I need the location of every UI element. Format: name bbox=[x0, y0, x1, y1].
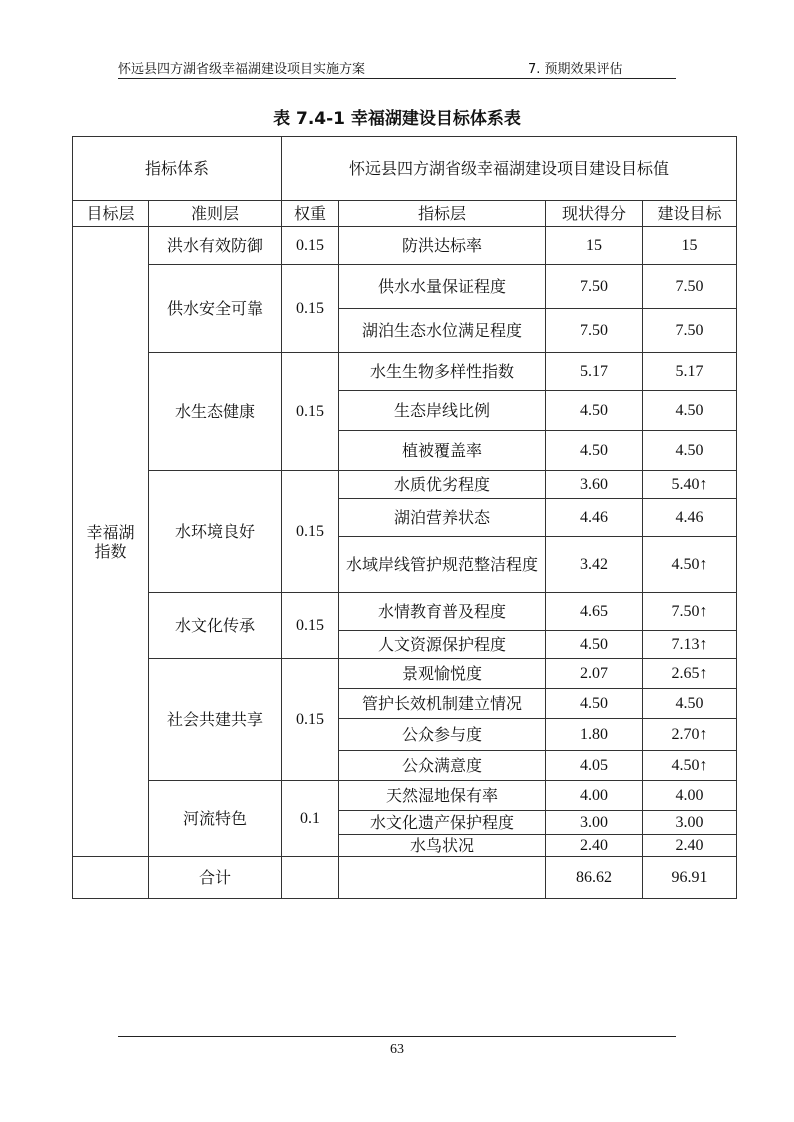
current-score-cell: 2.40 bbox=[546, 835, 643, 857]
indicator-cell: 公众满意度 bbox=[339, 751, 546, 781]
column-header-weight: 权重 bbox=[282, 201, 339, 227]
target-cell: 7.50 bbox=[643, 265, 737, 309]
current-score-cell: 4.05 bbox=[546, 751, 643, 781]
indicator-cell: 水文化遗产保护程度 bbox=[339, 811, 546, 835]
current-score-cell: 4.46 bbox=[546, 499, 643, 537]
target-cell: 15 bbox=[643, 227, 737, 265]
current-score-cell: 4.50 bbox=[546, 631, 643, 659]
weight-cell: 0.15 bbox=[282, 265, 339, 353]
target-cell: 4.50 bbox=[643, 431, 737, 471]
target-cell: 4.00 bbox=[643, 781, 737, 811]
current-score-cell: 7.50 bbox=[546, 265, 643, 309]
page-header bbox=[118, 56, 676, 79]
table-row bbox=[73, 265, 737, 309]
table-row bbox=[73, 353, 737, 391]
indicator-cell: 公众参与度 bbox=[339, 719, 546, 751]
total-label-cell: 合计 bbox=[149, 857, 282, 899]
indicator-cell: 水生生物多样性指数 bbox=[339, 353, 546, 391]
target-cell: 4.50↑ bbox=[643, 537, 737, 593]
indicator-cell: 水域岸线管护规范整洁程度 bbox=[339, 537, 546, 593]
indicator-cell: 景观愉悦度 bbox=[339, 659, 546, 689]
current-score-cell: 3.00 bbox=[546, 811, 643, 835]
criterion-cell: 洪水有效防御 bbox=[149, 227, 282, 265]
criterion-cell: 社会共建共享 bbox=[149, 659, 282, 781]
criterion-cell: 供水安全可靠 bbox=[149, 265, 282, 353]
weight-cell: 0.15 bbox=[282, 659, 339, 781]
target-cell: 2.40 bbox=[643, 835, 737, 857]
header-document-title: 怀远县四方湖省级幸福湖建设项目实施方案 bbox=[118, 62, 366, 77]
target-cell: 7.50 bbox=[643, 309, 737, 353]
header-cell-target-values: 怀远县四方湖省级幸福湖建设项目建设目标值 bbox=[282, 137, 737, 201]
column-header-criterion-layer: 准则层 bbox=[149, 201, 282, 227]
table-title: 表 7.4-1 幸福湖建设目标体系表 bbox=[273, 109, 521, 129]
weight-cell: 0.15 bbox=[282, 227, 339, 265]
current-score-cell: 15 bbox=[546, 227, 643, 265]
target-cell: 4.50↑ bbox=[643, 751, 737, 781]
header-cell-index-system: 指标体系 bbox=[73, 137, 282, 201]
weight-cell: 0.1 bbox=[282, 781, 339, 857]
current-score-cell: 7.50 bbox=[546, 309, 643, 353]
current-score-cell: 4.65 bbox=[546, 593, 643, 631]
indicator-cell: 管护长效机制建立情况 bbox=[339, 689, 546, 719]
column-header-indicator-layer: 指标层 bbox=[339, 201, 546, 227]
column-header-current-score: 现状得分 bbox=[546, 201, 643, 227]
target-cell: 4.50 bbox=[643, 689, 737, 719]
target-cell: 7.13↑ bbox=[643, 631, 737, 659]
goal-system-table bbox=[72, 136, 737, 899]
indicator-cell: 植被覆盖率 bbox=[339, 431, 546, 471]
indicator-cell: 防洪达标率 bbox=[339, 227, 546, 265]
table-row bbox=[73, 659, 737, 689]
indicator-cell: 生态岸线比例 bbox=[339, 391, 546, 431]
total-empty-weight-cell bbox=[282, 857, 339, 899]
current-score-cell: 4.50 bbox=[546, 391, 643, 431]
total-target-cell: 96.91 bbox=[643, 857, 737, 899]
target-cell: 3.00 bbox=[643, 811, 737, 835]
current-score-cell: 5.17 bbox=[546, 353, 643, 391]
page-number: 63 bbox=[390, 1042, 404, 1057]
footer-rule bbox=[118, 1036, 676, 1037]
total-empty-goal-cell bbox=[73, 857, 149, 899]
weight-cell: 0.15 bbox=[282, 471, 339, 593]
table-row bbox=[73, 781, 737, 811]
indicator-cell: 人文资源保护程度 bbox=[339, 631, 546, 659]
goal-table-body bbox=[73, 137, 737, 899]
current-score-cell: 4.00 bbox=[546, 781, 643, 811]
target-cell: 4.50 bbox=[643, 391, 737, 431]
current-score-cell: 1.80 bbox=[546, 719, 643, 751]
criterion-cell: 水生态健康 bbox=[149, 353, 282, 471]
criterion-cell: 河流特色 bbox=[149, 781, 282, 857]
indicator-cell: 天然湿地保有率 bbox=[339, 781, 546, 811]
indicator-cell: 水鸟状况 bbox=[339, 835, 546, 857]
goal-layer-cell: 幸福湖 指数 bbox=[73, 227, 149, 857]
table-column-header-row bbox=[73, 201, 737, 227]
criterion-cell: 水环境良好 bbox=[149, 471, 282, 593]
table-row bbox=[73, 227, 737, 265]
indicator-cell: 湖泊生态水位满足程度 bbox=[339, 309, 546, 353]
current-score-cell: 3.60 bbox=[546, 471, 643, 499]
current-score-cell: 4.50 bbox=[546, 431, 643, 471]
table-row bbox=[73, 593, 737, 631]
target-cell: 5.17 bbox=[643, 353, 737, 391]
column-header-goal-layer: 目标层 bbox=[73, 201, 149, 227]
target-cell: 4.46 bbox=[643, 499, 737, 537]
indicator-cell: 水情教育普及程度 bbox=[339, 593, 546, 631]
target-cell: 5.40↑ bbox=[643, 471, 737, 499]
total-empty-indicator-cell bbox=[339, 857, 546, 899]
indicator-cell: 水质优劣程度 bbox=[339, 471, 546, 499]
current-score-cell: 2.07 bbox=[546, 659, 643, 689]
weight-cell: 0.15 bbox=[282, 353, 339, 471]
weight-cell: 0.15 bbox=[282, 593, 339, 659]
table-row bbox=[73, 471, 737, 499]
indicator-cell: 供水水量保证程度 bbox=[339, 265, 546, 309]
table-top-header-row bbox=[73, 137, 737, 201]
target-cell: 2.70↑ bbox=[643, 719, 737, 751]
total-row bbox=[73, 857, 737, 899]
target-cell: 2.65↑ bbox=[643, 659, 737, 689]
target-cell: 7.50↑ bbox=[643, 593, 737, 631]
current-score-cell: 4.50 bbox=[546, 689, 643, 719]
criterion-cell: 水文化传承 bbox=[149, 593, 282, 659]
indicator-cell: 湖泊营养状态 bbox=[339, 499, 546, 537]
header-chapter: 7. 预期效果评估 bbox=[528, 62, 623, 77]
current-score-cell: 3.42 bbox=[546, 537, 643, 593]
column-header-target: 建设目标 bbox=[643, 201, 737, 227]
total-current-cell: 86.62 bbox=[546, 857, 643, 899]
